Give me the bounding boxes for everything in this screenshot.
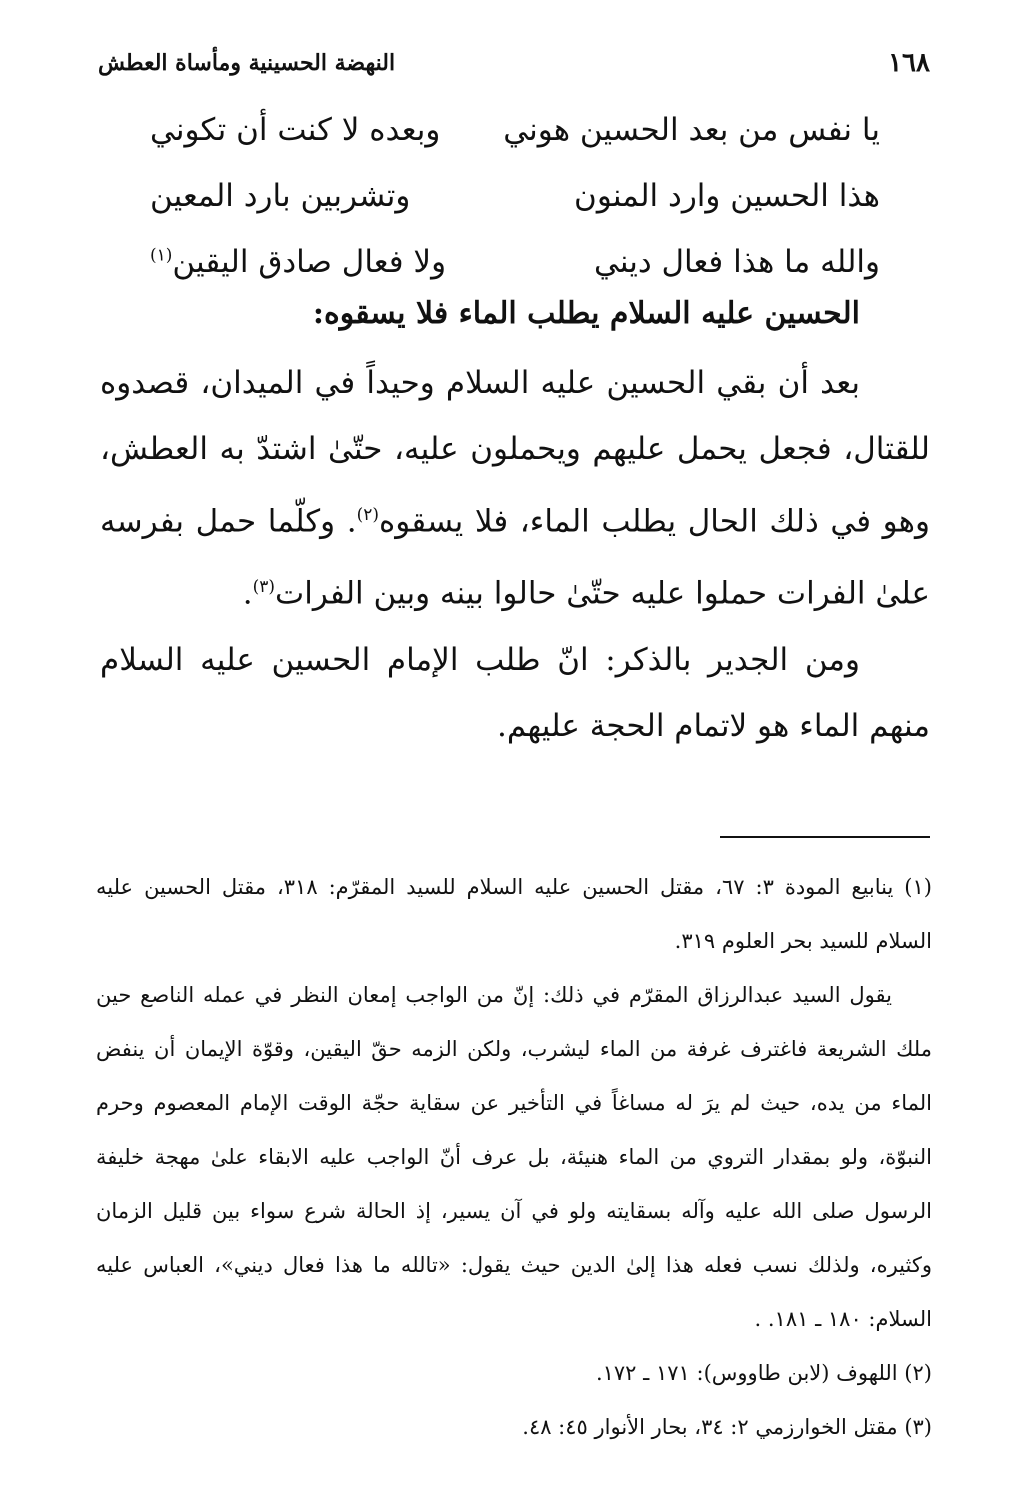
running-title: النهضة الحسينية ومأساة العطش (98, 50, 396, 76)
paragraph-text: . (242, 575, 253, 612)
footnote-ref-2[interactable]: (٢) (356, 505, 380, 525)
paragraph-text: بعد أن بقي الحسين عليه السلام وحيداً في الميدان، قصدوه للقتال، فجعل يحمل عليهم ويحملون عليه، حتّىٰ اشتدّ به العطش، وهو في ذلك الحال يطلب الماء، فلا يسقوه (100, 365, 930, 540)
footnote-ref-3[interactable]: (٣) (252, 577, 276, 598)
page-number: ١٦٨ (888, 48, 930, 78)
poem-hemistich-text: ولا فعال صادق اليقين (172, 244, 447, 280)
body-text (100, 350, 930, 759)
paragraph-1 (100, 350, 930, 627)
poem-hemistich-first: هذا الحسين وارد المنون (574, 178, 880, 214)
footnote-ref-1[interactable]: (١) (150, 245, 173, 266)
poem-line (150, 178, 880, 244)
section-heading: الحسين عليه السلام يطلب الماء فلا يسقوه: (312, 296, 860, 331)
poem-hemistich-second: وتشربين بارد المعين (150, 178, 411, 214)
poem-line (150, 112, 880, 178)
poem-hemistich-second (150, 244, 446, 280)
footnote-separator (720, 836, 930, 838)
footnotes (96, 860, 932, 1454)
poem (150, 112, 880, 310)
paragraph-text: . وكلّما حمل بفرسه علىٰ الفرات حملوا عليه حتّىٰ حالوا بينه وبين الفرات (100, 503, 930, 612)
paragraph-2: ومن الجدير بالذكر: انّ طلب الإمام الحسين عليه السلام منهم الماء هو لاتمام الحجة عليهم. (100, 641, 930, 744)
footnote-1: (١) ينابيع المودة ٣: ٦٧، مقتل الحسين عليه السلام للسيد المقرّم: ٣١٨، مقتل الحسين عليه السلام للسيد بحر العلوم ٣١٩. (96, 875, 932, 953)
running-header (98, 48, 930, 84)
footnote-1-quote: يقول السيد عبدالرزاق المقرّم في ذلك: إنّ من الواجب إمعان النظر في عمله الناصع حين ملك الشريعة فاغترف غرفة من الماء ليشرب، ولكن الزمه حقّ اليقين، وقوّة الإيمان أن ينفض الماء من يده، حيث لم يرَ له مساغاً في التأخير عن سقاية حجّة الوقت الإمام المعصوم وحرم النبوّة، ولو بمقدار التروي من الماء هنيئة، بل عرف أنّ الواجب عليه الابقاء علىٰ مهجة خليفة الرسول صلى الله عليه وآله بسقايته ولو في آن يسير، إذ الحالة شرع سواء بين قليل الزمان وكثيره، ولذلك نسب فعله هذا إلىٰ الدين حيث يقول: «تالله ما هذا فعال ديني»، العباس عليه السلام: ١٨٠ ـ ١٨١. . (96, 983, 932, 1331)
poem-hemistich-second: وبعده لا كنت أن تكوني (150, 112, 441, 148)
footnote-3: (٣) مقتل الخوارزمي ٢: ٣٤، بحار الأنوار ٤٥: ٤٨. (522, 1415, 932, 1439)
poem-hemistich-first: يا نفس من بعد الحسين هوني (503, 112, 880, 148)
footnote-2: (٢) اللهوف (لابن طاووس): ١٧١ ـ ١٧٢. (595, 1361, 932, 1385)
poem-hemistich-first: والله ما هذا فعال ديني (594, 244, 880, 280)
